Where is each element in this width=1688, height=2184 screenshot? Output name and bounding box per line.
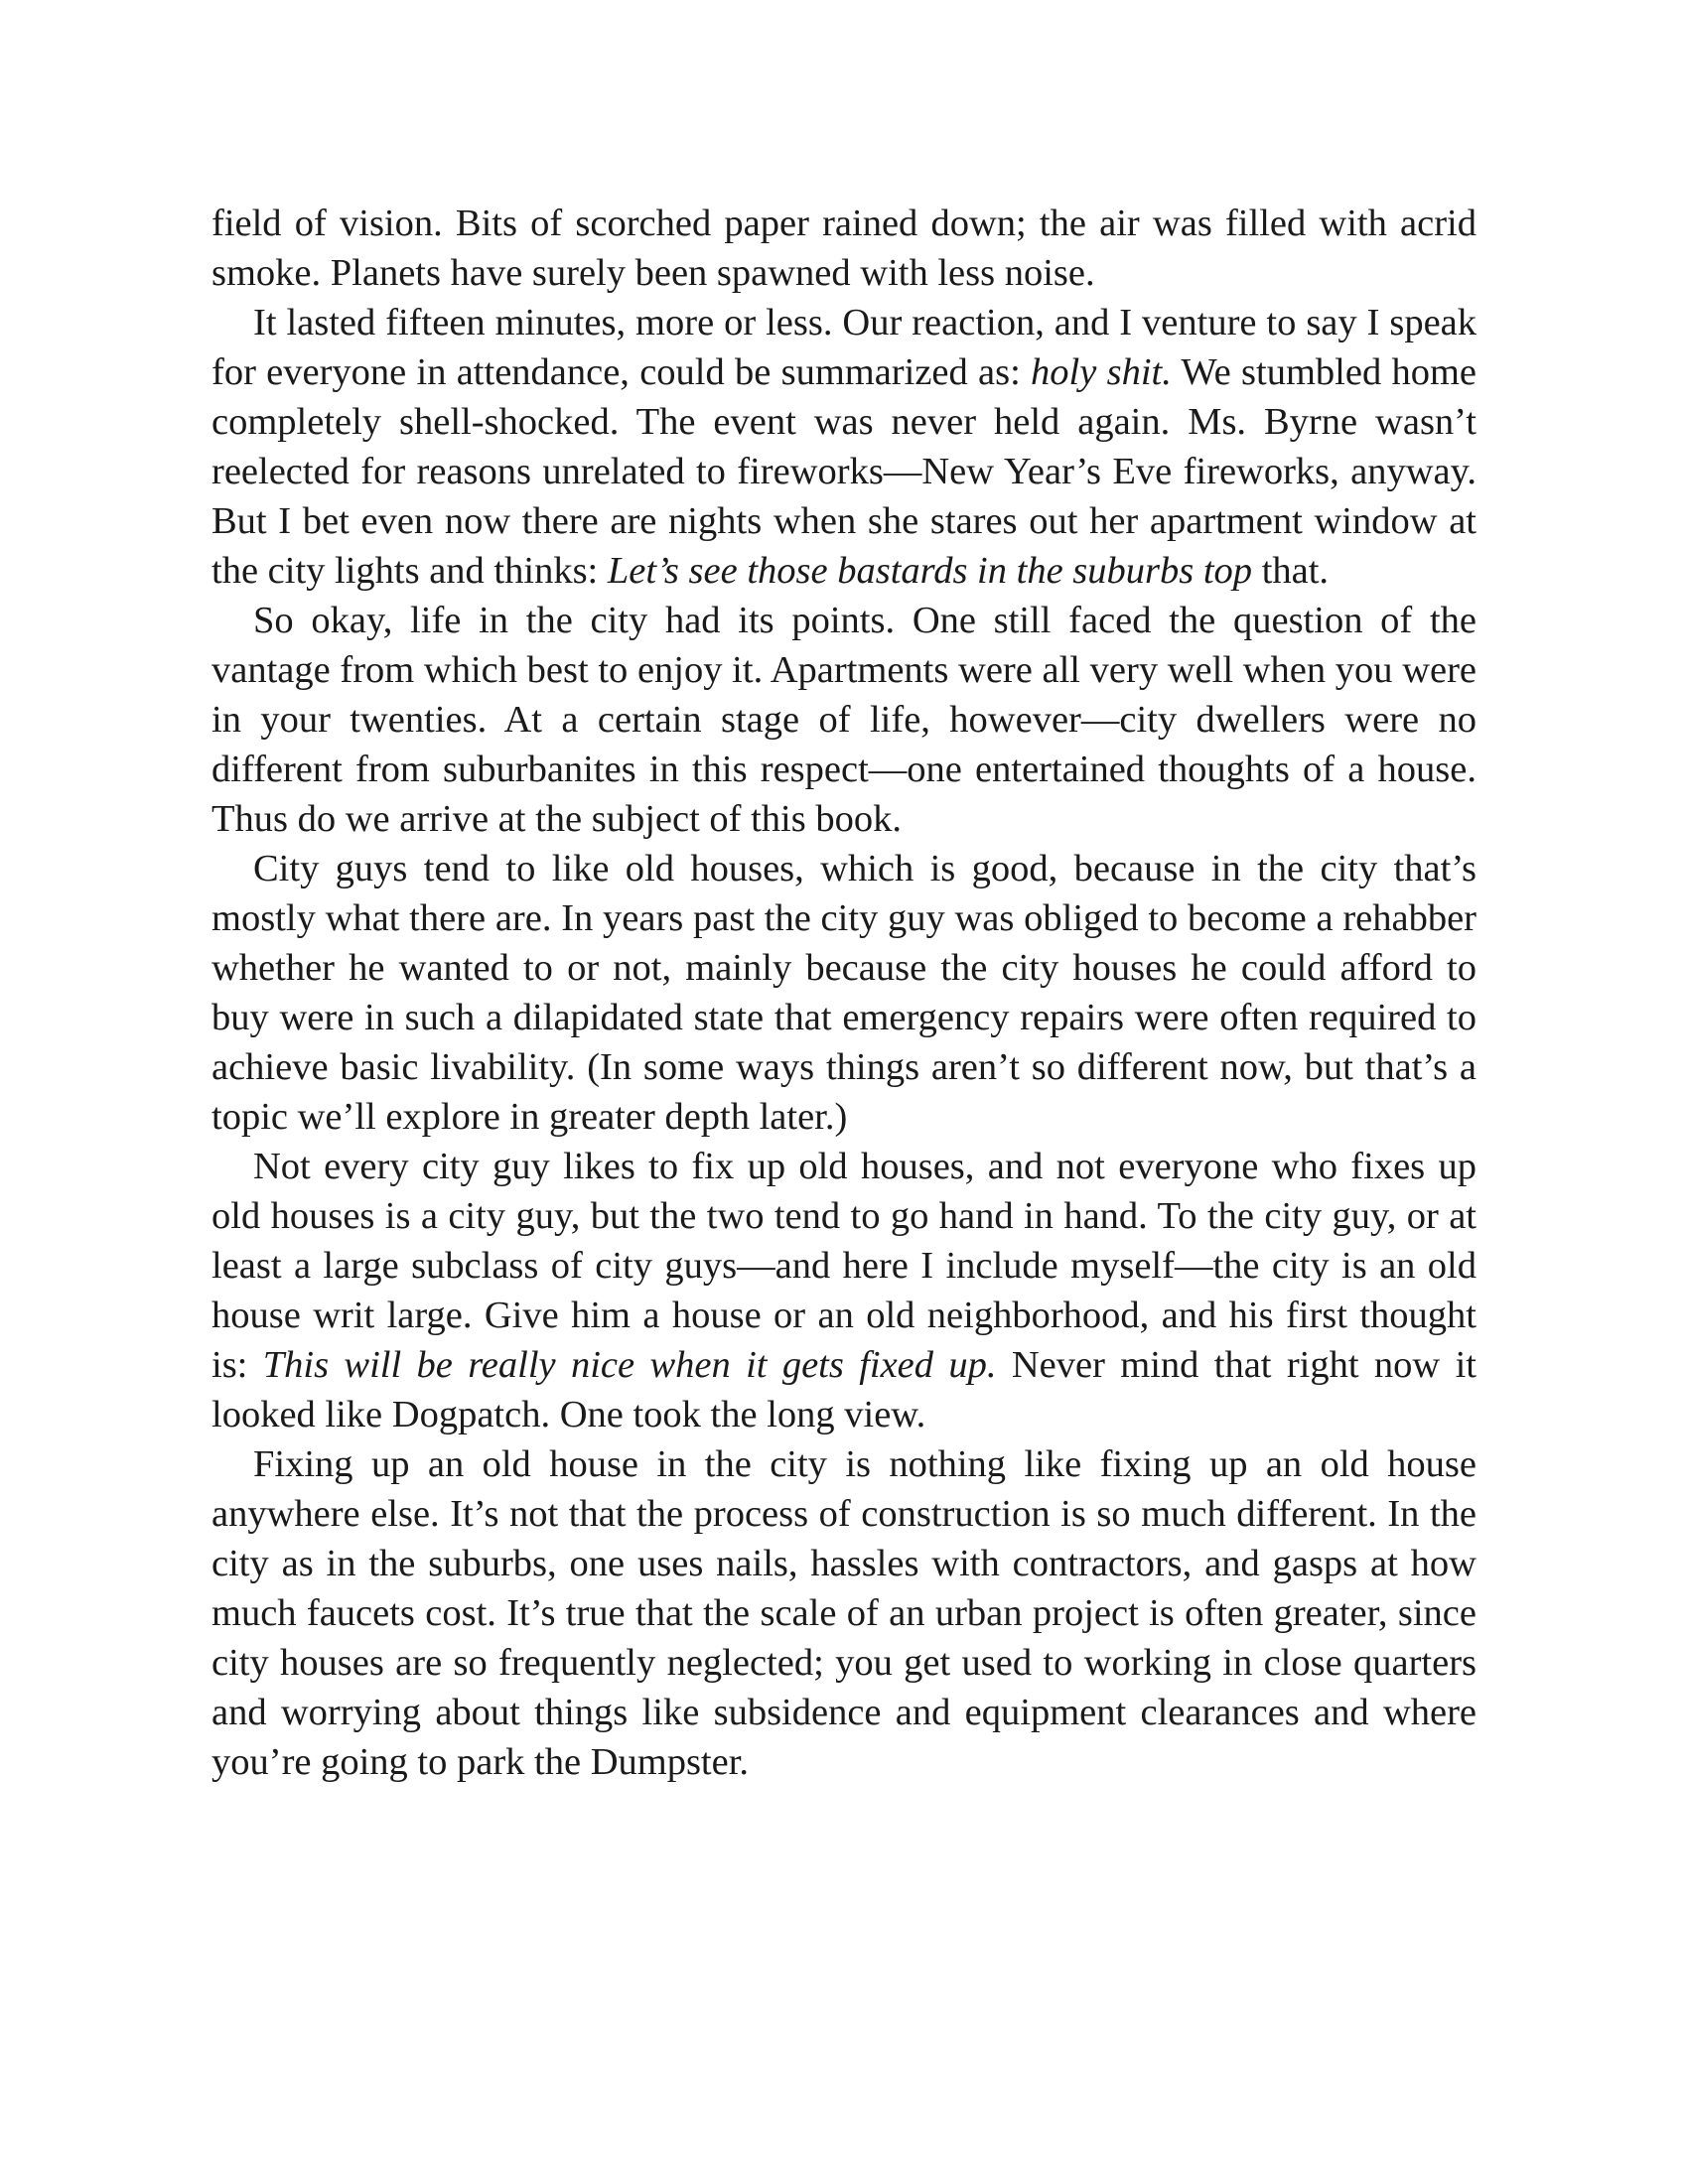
book-page	[211, 199, 1477, 1787]
text-run: Not every city guy likes to fix up old houses, and not everyone who fixes up old houses is a city guy, but the two tend to go hand in hand. To the city guy, or at least a large subclass of city guys—and here I include myself—the city is an old house writ large. Give him a house or an old neighborhood, and his first thought is:	[211, 1146, 1477, 1386]
text-run: City guys tend to like old houses, which is good, because in the city that’s mostly what there are. In years past the city guy was obliged to become a rehabber whether he wanted to or not, mainly because the city houses he could afford to buy were in such a dilapidated state that emergency repairs were often required to achieve basic livability. (In some ways things aren’t so different now, but that’s a topic we’ll explore in greater depth later.)	[211, 848, 1477, 1138]
text-run: that.	[1252, 550, 1330, 592]
paragraph-1	[211, 199, 1477, 298]
paragraph-4	[211, 844, 1477, 1142]
paragraph-5	[211, 1142, 1477, 1439]
text-run: Fixing up an old house in the city is nothing like fixing up an old house anywhere else. It’s not that the process of construction is so much different. In the city as in the suburbs, one uses nails, hassles with contractors, and gasps at how much faucets cost. It’s true that the scale of an urban project is often greater, since city houses are so frequently neglected; you get used to working in close quarters and worrying about things like subsidence and equipment clearances and where you’re going to park the Dumpster.	[211, 1443, 1477, 1783]
text-run: field of vision. Bits of scorched paper rained down; the air was filled with acrid smoke. Planets have surely been spawned with less noise.	[211, 203, 1477, 294]
paragraph-2	[211, 298, 1477, 596]
italic-text-run: Let’s see those bastards in the suburbs top	[607, 550, 1253, 592]
text-run: So okay, life in the city had its points. One still faced the question of the vantage from which best to enjoy it. Apartments were all very well when you were in your twenties. At a certain stage of life, however—city dwellers were no different from suburbanites in this respect—one entertained thoughts of a house. Thus do we arrive at the subject of this book.	[211, 600, 1477, 840]
text-run: Never mind that right now it looked like Dogpatch. One took the long view.	[211, 1344, 1477, 1435]
text-run: We stumbled home completely shell-shocked. The event was never held again. Ms. Byrne wasn’t reelected for reasons unrelated to fireworks—New Year’s Eve fireworks, anyway. But I bet even now there are nights when she stares out her apartment window at the city lights and thinks:	[211, 351, 1477, 592]
italic-text-run: holy shit.	[1031, 351, 1172, 393]
paragraph-6	[211, 1439, 1477, 1787]
text-run: It lasted fifteen minutes, more or less. Our reaction, and I venture to say I speak for everyone in attendance, could be summarized as:	[211, 302, 1477, 393]
italic-text-run: This will be really nice when it gets fixed up.	[262, 1344, 997, 1386]
paragraph-3	[211, 596, 1477, 844]
